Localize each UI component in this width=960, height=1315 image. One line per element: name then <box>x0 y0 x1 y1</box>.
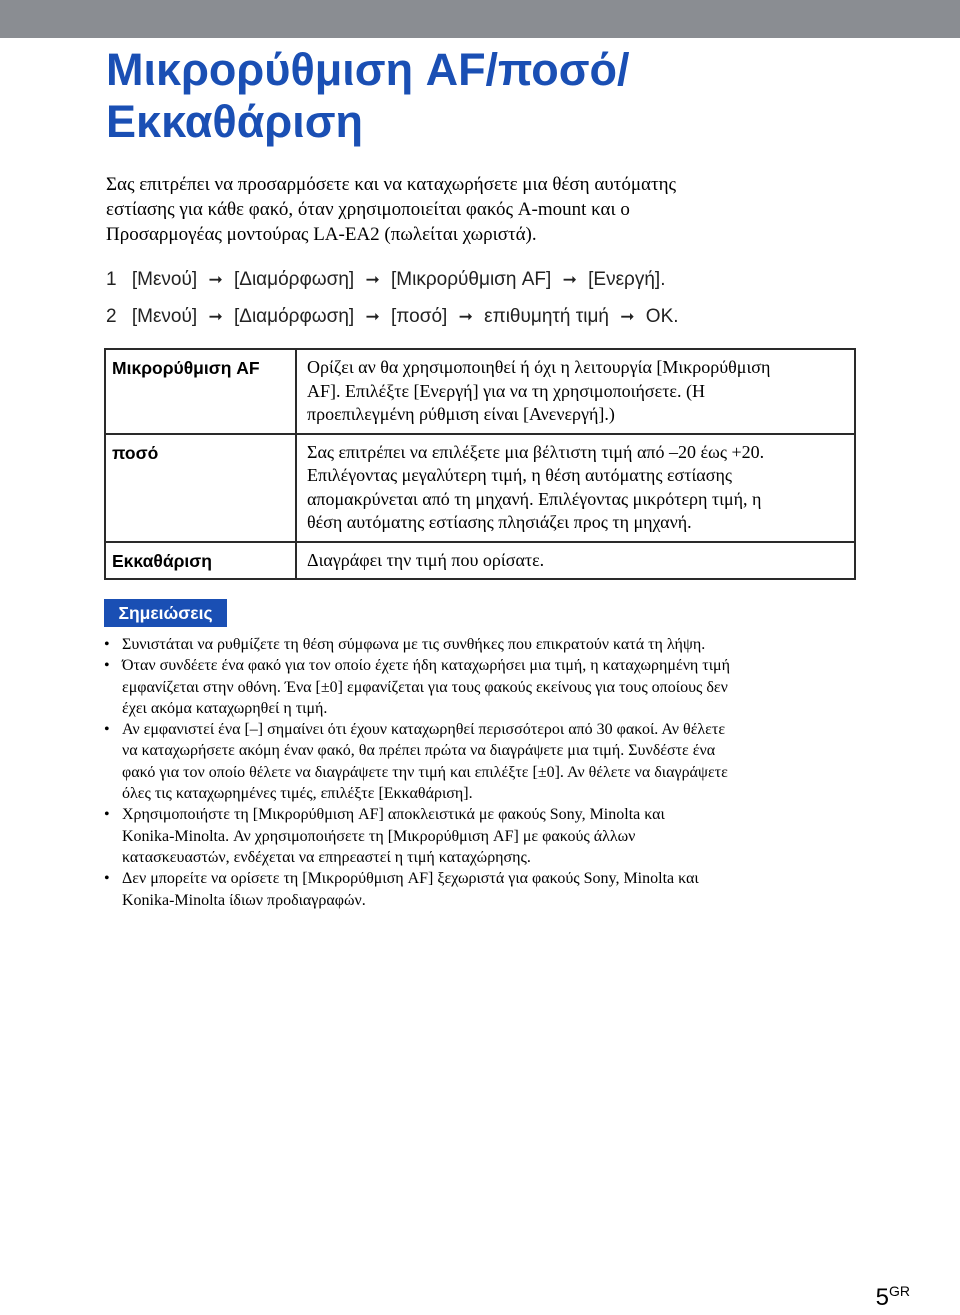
bullet-icon: • <box>104 636 110 653</box>
note-line: έχει ακόμα καταχωρηθεί η τιμή. <box>122 699 328 717</box>
note-line: εμφανίζεται στην οθόνη. Ένα [±0] εμφανίζεται για τους φακούς εκείνους για τους οποίους δεν <box>122 678 728 696</box>
table-row <box>105 349 855 434</box>
note-line: να καταχωρήσετε ακόμη έναν φακό, θα πρέπει πρώτα να διαγράψετε μια τιμή. Συνδέστε ένα <box>122 742 716 760</box>
arrow-right-icon: ➞ <box>208 270 223 289</box>
description-line: Διαγράφει την τιμή που ορίσατε. <box>307 549 545 570</box>
setting-description <box>296 542 855 580</box>
arrow-right-icon: ➞ <box>458 307 473 326</box>
list-item <box>104 868 864 911</box>
setting-description <box>296 434 855 542</box>
note-line: Δεν μπορείτε να ορίσετε τη [Μικρορύθμιση AF] ξεχωριστά για φακούς Sony, Minolta και <box>122 870 699 888</box>
intro-paragraph <box>106 172 826 247</box>
bullet-icon: • <box>104 657 110 675</box>
bullet-icon: • <box>104 721 110 739</box>
note-line: φακό για τον οποίο θέλετε να διαγράψετε την τιμή και επιλέξτε [±0]. Αν θέλετε να διαγράψετε <box>122 763 728 781</box>
description-line: προεπιλεγμένη ρύθμιση είναι [Ανενεργή].) <box>307 404 615 424</box>
step-number: 2 <box>106 306 117 327</box>
list-item <box>104 634 864 655</box>
step-item: επιθυμητή τιμή <box>484 306 609 327</box>
setting-term: Μικρορύθμιση AF <box>105 349 296 434</box>
setting-description <box>296 349 855 434</box>
list-item <box>104 804 864 868</box>
page-number-value: 5 <box>875 1284 889 1311</box>
description-line: θέση αυτόματης εστίασης πλησιάζει προς τη μηχανή. <box>307 512 692 532</box>
list-item <box>104 655 864 719</box>
description-line: Σας επιτρέπει να επιλέξετε μια βέλτιστη τιμή από –20 έως +20. <box>307 441 765 462</box>
step-item: [Διαμόρφωση] <box>233 306 355 327</box>
note-line: Χρησιμοποιήστε τη [Μικρορύθμιση AF] αποκλειστικά με φακούς Sony, Minolta και <box>122 806 665 824</box>
note-line: Συνιστάται να ρυθμίζετε τη θέση σύμφωνα με τις συνθήκες που επικρατούν κατά τη λήψη. <box>122 636 706 653</box>
arrow-right-icon: ➞ <box>620 307 635 326</box>
page-number <box>876 1284 910 1312</box>
note-line: κατασκευαστών, ενδέχεται να επηρεαστεί η τιμή καταχώρησης. <box>122 848 531 866</box>
step-item: OK. <box>645 306 679 327</box>
step-number: 1 <box>106 269 117 290</box>
step-item: [Μενού] <box>131 306 198 327</box>
description-line: Επιλέγοντας μεγαλύτερη τιμή, η θέση αυτόματης εστίασης <box>307 465 732 485</box>
page-title-line-1: Μικρορύθμιση AF/ποσό/ <box>106 44 630 95</box>
page-language-code: GR <box>889 1283 910 1299</box>
intro-line-3: Προσαρμογέας μοντούρας LA-EA2 (πωλείται χωριστά). <box>106 224 537 245</box>
header-band <box>0 0 960 38</box>
list-item <box>104 719 864 804</box>
bullet-icon: • <box>104 870 110 888</box>
step-1 <box>106 268 665 292</box>
arrow-right-icon: ➞ <box>365 307 380 326</box>
table-row <box>105 542 855 580</box>
notes-list <box>104 634 864 911</box>
step-item: [Διαμόρφωση] <box>233 269 355 290</box>
step-item: [Ενεργή]. <box>588 269 666 290</box>
note-line: Konika-Minolta ίδιων προδιαγραφών. <box>122 891 366 909</box>
bullet-icon: • <box>104 806 110 824</box>
notes-heading: Σημειώσεις <box>104 599 227 627</box>
table-row <box>105 434 855 542</box>
step-item: [ποσό] <box>391 306 448 327</box>
settings-table <box>104 348 856 580</box>
page-title-line-2: Εκκαθάριση <box>106 96 363 147</box>
description-line: Ορίζει αν θα χρησιμοποιηθεί ή όχι η λειτουργία [Μικρορύθμιση <box>307 357 771 377</box>
note-line: Αν εμφανιστεί ένα [–] σημαίνει ότι έχουν καταχωρηθεί περισσότεροι από 30 φακοί. Αν θέλετε <box>122 721 726 739</box>
description-line: AF]. Επιλέξτε [Ενεργή] για να τη χρησιμοποιήσετε. (Η <box>307 380 705 401</box>
arrow-right-icon: ➞ <box>365 270 380 289</box>
note-line: Όταν συνδέετε ένα φακό για τον οποίο έχετε ήδη καταχωρήσει μια τιμή, η καταχωρημένη τιμή <box>122 657 730 675</box>
page-title <box>106 44 906 148</box>
arrow-right-icon: ➞ <box>562 270 577 289</box>
step-item: [Μικρορύθμιση AF] <box>391 269 552 290</box>
intro-line-2: εστίασης για κάθε φακό, όταν χρησιμοποιείται φακός A-mount και ο <box>106 199 630 220</box>
step-2 <box>106 305 679 329</box>
setting-term: Εκκαθάριση <box>105 542 296 580</box>
note-line: Konika-Minolta. Αν χρησιμοποιήσετε τη [Μικρορύθμιση AF] με φακούς άλλων <box>122 827 636 845</box>
setting-term: ποσό <box>105 434 296 542</box>
description-line: απομακρύνεται από τη μηχανή. Επιλέγοντας μικρότερη τιμή, η <box>307 488 762 509</box>
note-line: όλες τις καταχωρημένες τιμές, επιλέξτε [Εκκαθάριση]. <box>122 785 473 803</box>
arrow-right-icon: ➞ <box>208 307 223 326</box>
intro-line-1: Σας επιτρέπει να προσαρμόσετε και να καταχωρήσετε μια θέση αυτόματης <box>106 174 677 195</box>
step-item: [Μενού] <box>131 269 198 290</box>
